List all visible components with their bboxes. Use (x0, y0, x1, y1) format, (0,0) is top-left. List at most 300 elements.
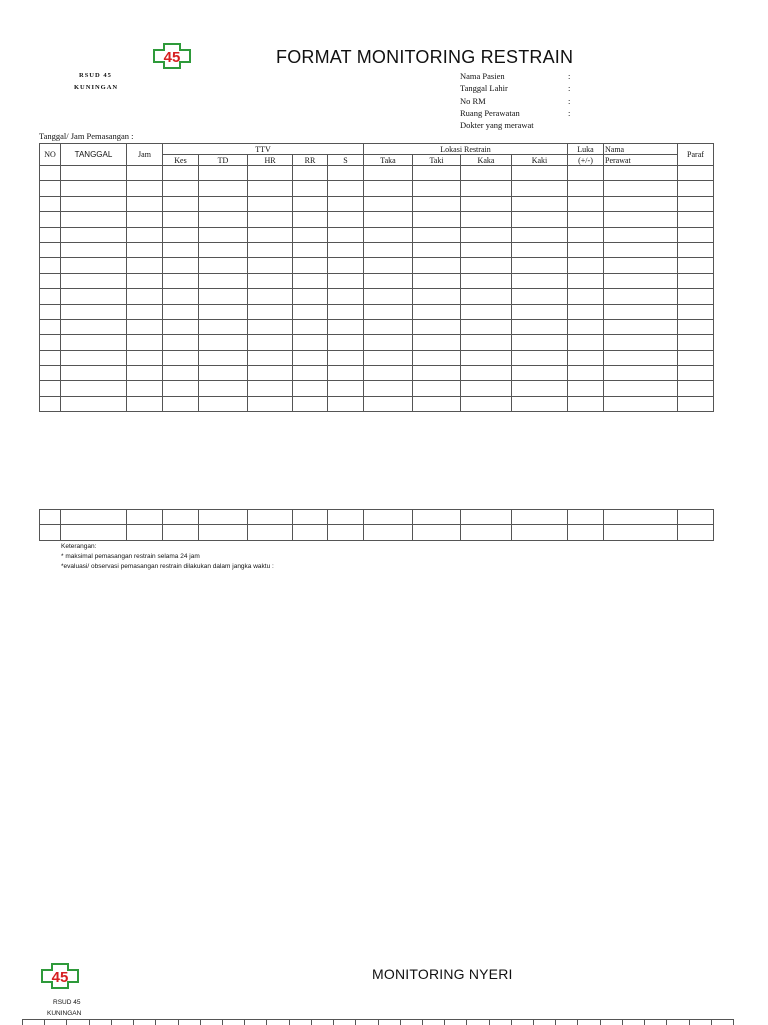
table-cell[interactable] (568, 510, 604, 525)
table-cell[interactable] (163, 212, 199, 227)
table-cell[interactable] (61, 212, 127, 227)
table-cell[interactable] (512, 319, 568, 334)
table-cell[interactable] (512, 335, 568, 350)
table-cell[interactable] (163, 196, 199, 211)
table-cell[interactable] (248, 335, 293, 350)
table-cell[interactable] (445, 1020, 467, 1025)
table-cell[interactable] (40, 319, 61, 334)
table-cell[interactable] (334, 1020, 356, 1025)
table-cell[interactable] (364, 227, 413, 242)
table-cell[interactable] (604, 510, 678, 525)
table-cell[interactable] (328, 304, 364, 319)
table-cell[interactable] (293, 350, 328, 365)
table-cell[interactable] (604, 525, 678, 540)
table-cell[interactable] (199, 212, 248, 227)
table-cell[interactable] (293, 227, 328, 242)
table-cell[interactable] (461, 396, 512, 411)
table-cell[interactable] (604, 273, 678, 288)
table-cell[interactable] (678, 366, 714, 381)
table-cell[interactable] (604, 319, 678, 334)
table-cell[interactable] (678, 350, 714, 365)
table-cell[interactable] (163, 258, 199, 273)
table-cell[interactable] (604, 258, 678, 273)
table-cell[interactable] (461, 227, 512, 242)
table-cell[interactable] (61, 335, 127, 350)
table-cell[interactable] (364, 350, 413, 365)
table-cell[interactable] (534, 1020, 556, 1025)
table-cell[interactable] (199, 304, 248, 319)
table-cell[interactable] (163, 319, 199, 334)
table-cell[interactable] (61, 366, 127, 381)
table-cell[interactable] (568, 258, 604, 273)
table-cell[interactable] (127, 212, 163, 227)
table-cell[interactable] (461, 166, 512, 181)
table-cell[interactable] (40, 166, 61, 181)
table-cell[interactable] (199, 166, 248, 181)
table-cell[interactable] (400, 1020, 422, 1025)
table-cell[interactable] (678, 212, 714, 227)
table-cell[interactable] (604, 381, 678, 396)
table-cell[interactable] (61, 166, 127, 181)
table-cell[interactable] (248, 381, 293, 396)
table-cell[interactable] (248, 319, 293, 334)
table-cell[interactable] (413, 273, 461, 288)
table-cell[interactable] (40, 381, 61, 396)
table-cell[interactable] (413, 381, 461, 396)
table-cell[interactable] (40, 525, 61, 540)
table-cell[interactable] (40, 396, 61, 411)
table-cell[interactable] (328, 181, 364, 196)
table-cell[interactable] (248, 510, 293, 525)
table-cell[interactable] (512, 212, 568, 227)
table-cell[interactable] (61, 242, 127, 257)
table-cell[interactable] (248, 273, 293, 288)
table-cell[interactable] (678, 381, 714, 396)
table-cell[interactable] (604, 366, 678, 381)
table-cell[interactable] (461, 350, 512, 365)
table-cell[interactable] (199, 258, 248, 273)
table-cell[interactable] (127, 258, 163, 273)
table-cell[interactable] (568, 396, 604, 411)
table-cell[interactable] (40, 258, 61, 273)
table-cell[interactable] (127, 319, 163, 334)
table-cell[interactable] (678, 242, 714, 257)
table-cell[interactable] (248, 304, 293, 319)
table-cell[interactable] (556, 1020, 578, 1025)
table-cell[interactable] (61, 396, 127, 411)
table-cell[interactable] (568, 166, 604, 181)
table-cell[interactable] (89, 1020, 111, 1025)
table-cell[interactable] (511, 1020, 533, 1025)
table-cell[interactable] (467, 1020, 489, 1025)
table-cell[interactable] (328, 396, 364, 411)
table-cell[interactable] (199, 381, 248, 396)
table-cell[interactable] (578, 1020, 600, 1025)
table-cell[interactable] (61, 304, 127, 319)
table-cell[interactable] (568, 273, 604, 288)
table-cell[interactable] (127, 166, 163, 181)
table-cell[interactable] (293, 381, 328, 396)
table-cell[interactable] (678, 273, 714, 288)
table-cell[interactable] (156, 1020, 178, 1025)
table-cell[interactable] (568, 366, 604, 381)
table-cell[interactable] (163, 166, 199, 181)
table-cell[interactable] (127, 227, 163, 242)
table-cell[interactable] (461, 258, 512, 273)
table-cell[interactable] (199, 181, 248, 196)
table-cell[interactable] (267, 1020, 289, 1025)
table-cell[interactable] (461, 289, 512, 304)
table-cell[interactable] (512, 350, 568, 365)
table-cell[interactable] (163, 335, 199, 350)
table-cell[interactable] (222, 1020, 244, 1025)
table-cell[interactable] (512, 304, 568, 319)
table-cell[interactable] (61, 381, 127, 396)
table-cell[interactable] (422, 1020, 444, 1025)
table-cell[interactable] (163, 381, 199, 396)
table-cell[interactable] (293, 196, 328, 211)
table-cell[interactable] (568, 181, 604, 196)
table-cell[interactable] (461, 196, 512, 211)
table-cell[interactable] (61, 510, 127, 525)
table-cell[interactable] (512, 181, 568, 196)
table-cell[interactable] (127, 350, 163, 365)
table-cell[interactable] (512, 525, 568, 540)
table-cell[interactable] (461, 381, 512, 396)
table-cell[interactable] (163, 242, 199, 257)
table-cell[interactable] (200, 1020, 222, 1025)
table-cell[interactable] (61, 181, 127, 196)
table-cell[interactable] (364, 396, 413, 411)
table-cell[interactable] (40, 289, 61, 304)
table-cell[interactable] (199, 289, 248, 304)
table-cell[interactable] (512, 196, 568, 211)
table-cell[interactable] (61, 258, 127, 273)
table-cell[interactable] (127, 396, 163, 411)
table-cell[interactable] (413, 525, 461, 540)
table-cell[interactable] (413, 396, 461, 411)
table-cell[interactable] (293, 212, 328, 227)
table-cell[interactable] (512, 381, 568, 396)
table-cell[interactable] (568, 319, 604, 334)
table-cell[interactable] (461, 304, 512, 319)
table-cell[interactable] (127, 304, 163, 319)
table-cell[interactable] (678, 319, 714, 334)
table-cell[interactable] (512, 366, 568, 381)
table-cell[interactable] (328, 289, 364, 304)
table-cell[interactable] (678, 335, 714, 350)
table-cell[interactable] (61, 196, 127, 211)
table-cell[interactable] (413, 350, 461, 365)
table-cell[interactable] (461, 273, 512, 288)
table-cell[interactable] (604, 166, 678, 181)
table-cell[interactable] (40, 212, 61, 227)
table-cell[interactable] (413, 166, 461, 181)
table-cell[interactable] (678, 510, 714, 525)
table-cell[interactable] (413, 181, 461, 196)
table-cell[interactable] (328, 273, 364, 288)
table-cell[interactable] (328, 335, 364, 350)
table-cell[interactable] (678, 166, 714, 181)
table-cell[interactable] (678, 289, 714, 304)
table-cell[interactable] (163, 396, 199, 411)
table-cell[interactable] (413, 242, 461, 257)
table-cell[interactable] (512, 396, 568, 411)
table-cell[interactable] (512, 227, 568, 242)
table-cell[interactable] (61, 525, 127, 540)
table-cell[interactable] (604, 212, 678, 227)
table-cell[interactable] (248, 258, 293, 273)
table-cell[interactable] (622, 1020, 644, 1025)
table-cell[interactable] (248, 350, 293, 365)
table-cell[interactable] (127, 381, 163, 396)
table-cell[interactable] (678, 196, 714, 211)
table-cell[interactable] (328, 366, 364, 381)
table-cell[interactable] (512, 258, 568, 273)
table-cell[interactable] (127, 181, 163, 196)
table-cell[interactable] (461, 242, 512, 257)
table-cell[interactable] (364, 196, 413, 211)
table-cell[interactable] (364, 289, 413, 304)
table-cell[interactable] (364, 304, 413, 319)
table-cell[interactable] (163, 510, 199, 525)
table-cell[interactable] (293, 273, 328, 288)
table-cell[interactable] (328, 525, 364, 540)
table-cell[interactable] (512, 242, 568, 257)
table-cell[interactable] (199, 196, 248, 211)
table-cell[interactable] (127, 366, 163, 381)
table-cell[interactable] (604, 304, 678, 319)
table-cell[interactable] (604, 181, 678, 196)
table-cell[interactable] (364, 212, 413, 227)
table-cell[interactable] (461, 181, 512, 196)
table-cell[interactable] (413, 510, 461, 525)
table-cell[interactable] (248, 227, 293, 242)
table-cell[interactable] (293, 525, 328, 540)
table-cell[interactable] (600, 1020, 622, 1025)
table-cell[interactable] (199, 227, 248, 242)
table-cell[interactable] (178, 1020, 200, 1025)
table-cell[interactable] (413, 289, 461, 304)
table-cell[interactable] (568, 227, 604, 242)
table-cell[interactable] (248, 289, 293, 304)
table-cell[interactable] (378, 1020, 400, 1025)
table-cell[interactable] (413, 196, 461, 211)
table-cell[interactable] (678, 396, 714, 411)
table-cell[interactable] (111, 1020, 133, 1025)
table-cell[interactable] (328, 350, 364, 365)
table-cell[interactable] (604, 227, 678, 242)
table-cell[interactable] (512, 289, 568, 304)
table-cell[interactable] (328, 196, 364, 211)
table-cell[interactable] (67, 1020, 89, 1025)
table-cell[interactable] (248, 366, 293, 381)
table-cell[interactable] (248, 212, 293, 227)
table-cell[interactable] (413, 258, 461, 273)
table-cell[interactable] (163, 289, 199, 304)
table-cell[interactable] (604, 335, 678, 350)
table-cell[interactable] (23, 1020, 45, 1025)
table-cell[interactable] (40, 366, 61, 381)
table-cell[interactable] (293, 289, 328, 304)
table-cell[interactable] (364, 381, 413, 396)
table-cell[interactable] (364, 166, 413, 181)
table-cell[interactable] (413, 212, 461, 227)
table-cell[interactable] (199, 525, 248, 540)
table-cell[interactable] (678, 181, 714, 196)
table-cell[interactable] (199, 273, 248, 288)
table-cell[interactable] (461, 510, 512, 525)
table-cell[interactable] (40, 273, 61, 288)
table-cell[interactable] (61, 227, 127, 242)
table-cell[interactable] (293, 396, 328, 411)
table-cell[interactable] (45, 1020, 67, 1025)
table-cell[interactable] (199, 350, 248, 365)
table-cell[interactable] (568, 242, 604, 257)
table-cell[interactable] (248, 196, 293, 211)
table-cell[interactable] (127, 273, 163, 288)
table-cell[interactable] (199, 242, 248, 257)
table-cell[interactable] (248, 242, 293, 257)
table-cell[interactable] (293, 510, 328, 525)
table-cell[interactable] (461, 319, 512, 334)
table-cell[interactable] (61, 289, 127, 304)
table-cell[interactable] (568, 381, 604, 396)
table-cell[interactable] (199, 366, 248, 381)
table-cell[interactable] (568, 212, 604, 227)
table-cell[interactable] (248, 181, 293, 196)
table-cell[interactable] (364, 366, 413, 381)
table-cell[interactable] (328, 212, 364, 227)
table-cell[interactable] (40, 227, 61, 242)
table-cell[interactable] (461, 335, 512, 350)
table-cell[interactable] (61, 350, 127, 365)
table-cell[interactable] (40, 196, 61, 211)
table-cell[interactable] (127, 242, 163, 257)
table-cell[interactable] (512, 166, 568, 181)
table-cell[interactable] (364, 335, 413, 350)
table-cell[interactable] (134, 1020, 156, 1025)
table-cell[interactable] (461, 366, 512, 381)
table-cell[interactable] (645, 1020, 667, 1025)
table-cell[interactable] (127, 525, 163, 540)
table-cell[interactable] (293, 304, 328, 319)
table-cell[interactable] (199, 510, 248, 525)
table-cell[interactable] (40, 335, 61, 350)
table-cell[interactable] (328, 227, 364, 242)
table-cell[interactable] (678, 258, 714, 273)
table-cell[interactable] (163, 525, 199, 540)
table-cell[interactable] (364, 258, 413, 273)
table-cell[interactable] (413, 319, 461, 334)
table-cell[interactable] (568, 350, 604, 365)
table-cell[interactable] (678, 227, 714, 242)
table-cell[interactable] (293, 319, 328, 334)
table-cell[interactable] (356, 1020, 378, 1025)
table-cell[interactable] (604, 396, 678, 411)
table-cell[interactable] (364, 242, 413, 257)
table-cell[interactable] (489, 1020, 511, 1025)
table-cell[interactable] (293, 242, 328, 257)
table-cell[interactable] (245, 1020, 267, 1025)
table-cell[interactable] (512, 273, 568, 288)
table-cell[interactable] (568, 525, 604, 540)
table-cell[interactable] (689, 1020, 711, 1025)
table-cell[interactable] (667, 1020, 689, 1025)
table-cell[interactable] (678, 304, 714, 319)
table-cell[interactable] (61, 319, 127, 334)
table-cell[interactable] (199, 396, 248, 411)
table-cell[interactable] (163, 227, 199, 242)
table-cell[interactable] (311, 1020, 333, 1025)
table-cell[interactable] (568, 196, 604, 211)
table-cell[interactable] (199, 335, 248, 350)
table-cell[interactable] (461, 212, 512, 227)
table-cell[interactable] (364, 273, 413, 288)
table-cell[interactable] (199, 319, 248, 334)
table-cell[interactable] (40, 181, 61, 196)
table-cell[interactable] (40, 304, 61, 319)
table-cell[interactable] (163, 181, 199, 196)
table-cell[interactable] (293, 258, 328, 273)
table-cell[interactable] (328, 242, 364, 257)
table-cell[interactable] (40, 350, 61, 365)
table-cell[interactable] (293, 166, 328, 181)
table-cell[interactable] (163, 350, 199, 365)
table-cell[interactable] (604, 289, 678, 304)
table-cell[interactable] (711, 1020, 733, 1025)
table-cell[interactable] (604, 242, 678, 257)
table-cell[interactable] (328, 166, 364, 181)
table-cell[interactable] (413, 227, 461, 242)
table-cell[interactable] (364, 510, 413, 525)
table-cell[interactable] (61, 273, 127, 288)
table-cell[interactable] (461, 525, 512, 540)
table-cell[interactable] (248, 166, 293, 181)
table-cell[interactable] (568, 335, 604, 350)
table-cell[interactable] (163, 304, 199, 319)
table-cell[interactable] (328, 510, 364, 525)
table-cell[interactable] (364, 525, 413, 540)
table-cell[interactable] (604, 350, 678, 365)
table-cell[interactable] (127, 289, 163, 304)
table-cell[interactable] (293, 181, 328, 196)
table-cell[interactable] (568, 304, 604, 319)
table-cell[interactable] (163, 366, 199, 381)
table-cell[interactable] (328, 381, 364, 396)
table-cell[interactable] (163, 273, 199, 288)
table-cell[interactable] (293, 335, 328, 350)
table-cell[interactable] (413, 304, 461, 319)
table-cell[interactable] (364, 181, 413, 196)
table-cell[interactable] (512, 510, 568, 525)
table-cell[interactable] (604, 196, 678, 211)
table-cell[interactable] (568, 289, 604, 304)
table-cell[interactable] (289, 1020, 311, 1025)
table-cell[interactable] (678, 525, 714, 540)
table-cell[interactable] (40, 510, 61, 525)
table-cell[interactable] (293, 366, 328, 381)
table-cell[interactable] (413, 366, 461, 381)
table-cell[interactable] (413, 335, 461, 350)
table-cell[interactable] (248, 396, 293, 411)
table-cell[interactable] (40, 242, 61, 257)
table-cell[interactable] (127, 335, 163, 350)
table-cell[interactable] (127, 196, 163, 211)
table-cell[interactable] (364, 319, 413, 334)
table-cell[interactable] (248, 525, 293, 540)
table-cell[interactable] (127, 510, 163, 525)
